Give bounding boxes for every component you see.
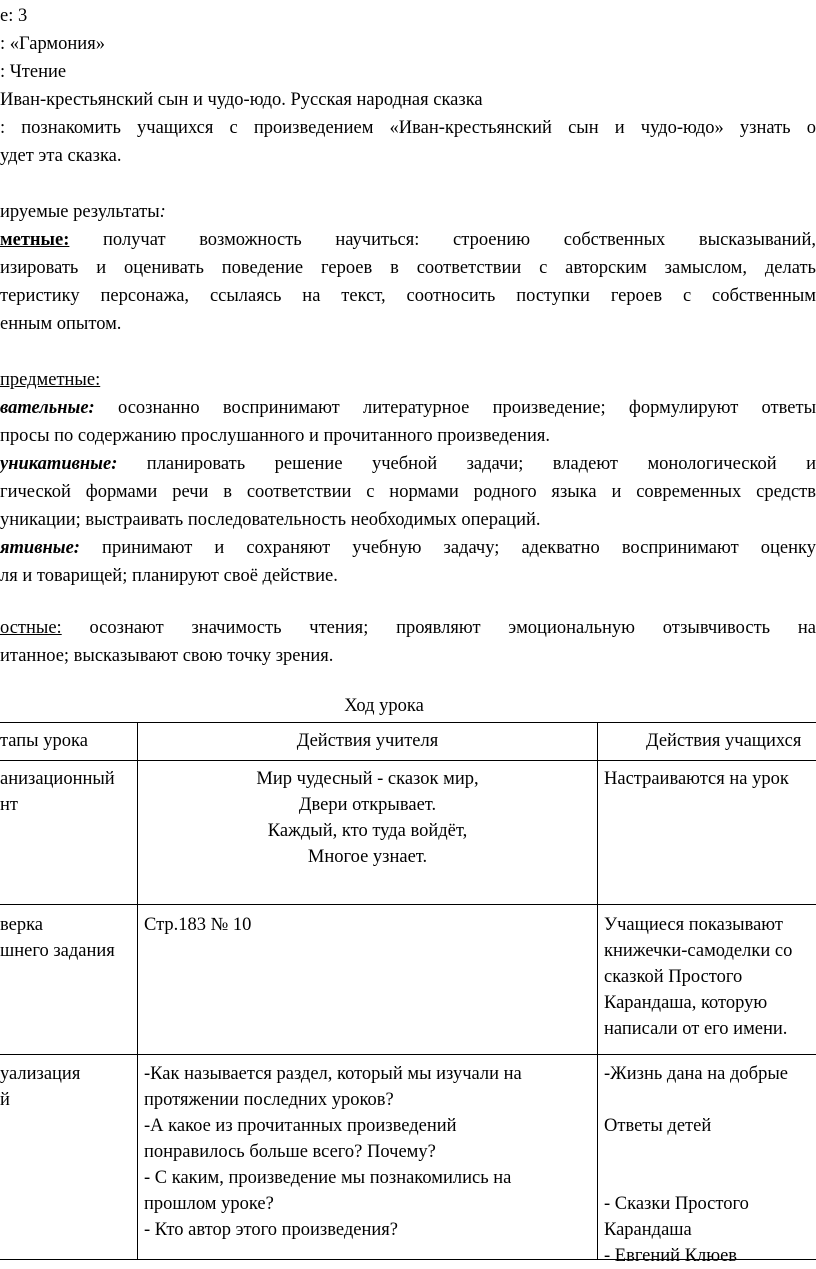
col-header-students: Действия учащихся	[646, 731, 802, 751]
personal-line-1	[0, 616, 816, 640]
students-line: Настраиваются на урок	[604, 769, 789, 789]
stage-line: шнего задания	[0, 941, 115, 961]
students-line: написали от его имени.	[604, 1019, 788, 1039]
cognitive-label: вательные:	[0, 398, 95, 418]
students-line: Учащиеся показывают	[604, 915, 783, 935]
stage-line: нт	[0, 795, 18, 815]
cognitive-line-2: просы по содержанию прослушанного и прочитанного произведения.	[0, 426, 550, 446]
teacher-line: Стр.183 № 10	[144, 915, 252, 935]
regulative-line-2: ля и товарищей; планируют своё действие.	[0, 566, 338, 586]
table-row-2-teacher	[144, 912, 251, 938]
cognitive-text-1: осознанно воспринимают литературное произведение; формулируют ответы	[94, 398, 816, 418]
subject-results-line-4: енным опытом.	[0, 314, 122, 334]
col-header-stages: тапы урока	[0, 731, 88, 751]
regulative-line-1	[0, 536, 816, 560]
regulative-label: ятивные:	[0, 538, 80, 558]
subject-line: : Чтение	[0, 62, 67, 82]
results-heading	[0, 200, 166, 224]
table-col-divider-2	[597, 722, 598, 1260]
students-line: сказкой Простого	[604, 967, 743, 987]
table-row-1-stage	[0, 766, 115, 818]
regulative-text-1: принимают и сохраняют учебную задачу; адекватно воспринимают оценку	[79, 538, 816, 558]
personal-label: остные:	[0, 618, 62, 638]
lesson-number: е: 3	[0, 6, 28, 26]
goal-line-1: : познакомить учащихся с произведением «Иван-крестьянский сын и чудо-юдо» узнать о	[0, 118, 816, 138]
table-border-top	[0, 722, 816, 723]
students-line: Карандаша, которую	[604, 993, 768, 1013]
subject-results-line-1	[0, 228, 816, 252]
goal-line-2: удет эта сказка.	[0, 146, 122, 166]
communicative-line-2: гической формами речи в соответствии с нормами родного языка и современных средств	[0, 482, 816, 502]
table-row-3-stage	[0, 1061, 80, 1113]
students-line: Ответы детей	[604, 1116, 712, 1136]
teacher-line: прошлом уроке?	[144, 1194, 274, 1214]
students-line: Карандаша	[604, 1220, 692, 1240]
teacher-line: протяжении последних уроков?	[144, 1090, 394, 1110]
students-line: -Жизнь дана на добрые	[604, 1064, 788, 1084]
col-header-teacher: Действия учителя	[296, 731, 439, 751]
communicative-line-3: уникации; выстраивать последовательность необходимых операций.	[0, 510, 541, 530]
students-line: - Евгений Клюев	[604, 1246, 738, 1266]
subject-results-line-3: теристику персонажа, ссылаясь на текст, соотносить поступки героев с собственным	[0, 286, 816, 306]
teacher-line: -А какое из прочитанных произведений	[144, 1116, 457, 1136]
table-row-1-students	[604, 766, 789, 792]
textbook-line: : «Гармония»	[0, 34, 105, 54]
poem-line: Мир чудесный - сказок мир,	[256, 769, 479, 789]
students-line	[604, 1087, 788, 1113]
teacher-line: - С каким, произведение мы познакомились на	[144, 1168, 512, 1188]
table-row-1-teacher	[138, 766, 597, 870]
stage-line: анизационный	[0, 769, 115, 789]
students-line	[604, 1165, 788, 1191]
teacher-line: - Кто автор этого произведения?	[144, 1220, 398, 1240]
stage-line: верка	[0, 915, 44, 935]
table-row-2-students	[604, 912, 792, 1042]
students-line: книжечки-самоделки со	[604, 941, 793, 961]
results-heading-colon: :	[159, 202, 166, 222]
communicative-line-1	[0, 452, 816, 476]
teacher-line: понравилось больше всего? Почему?	[144, 1142, 436, 1162]
subject-results-text-1: получат возможность научиться: строению собственных высказываний,	[69, 230, 816, 250]
results-heading-text: ируемые результаты	[0, 202, 160, 222]
meta-results-heading: предметные:	[0, 370, 101, 390]
teacher-line: -Как называется раздел, который мы изучали на	[144, 1064, 522, 1084]
students-line	[604, 1139, 788, 1165]
communicative-text-1: планировать решение учебной задачи; владеют монологической и	[117, 454, 816, 474]
stage-line: уализация	[0, 1064, 81, 1084]
poem-line: Многое узнает.	[307, 847, 428, 867]
personal-line-2: итанное; высказывают свою точку зрения.	[0, 646, 334, 666]
table-row-3-teacher	[144, 1061, 522, 1243]
cognitive-line-1	[0, 396, 816, 420]
table-border-header	[0, 760, 816, 761]
table-border-row2	[0, 1054, 816, 1055]
lesson-title: Ход урока	[344, 696, 424, 716]
communicative-label: уникативные:	[0, 454, 118, 474]
topic-line: Иван-крестьянский сын и чудо-юдо. Русская народная сказка	[0, 90, 483, 110]
poem-line: Каждый, кто туда войдёт,	[267, 821, 468, 841]
subject-results-label: метные:	[0, 230, 70, 250]
stage-line: й	[0, 1090, 10, 1110]
subject-results-line-2: изировать и оценивать поведение героев в соответствии с авторским замыслом, делать	[0, 258, 816, 278]
table-border-row1	[0, 904, 816, 905]
students-line: - Сказки Простого	[604, 1194, 749, 1214]
personal-text-1: осознают значимость чтения; проявляют эмоциональную отзывчивость на	[61, 618, 816, 638]
table-row-2-stage	[0, 912, 115, 964]
poem-line: Двери открывает.	[298, 795, 437, 815]
table-row-3-students	[604, 1061, 788, 1269]
